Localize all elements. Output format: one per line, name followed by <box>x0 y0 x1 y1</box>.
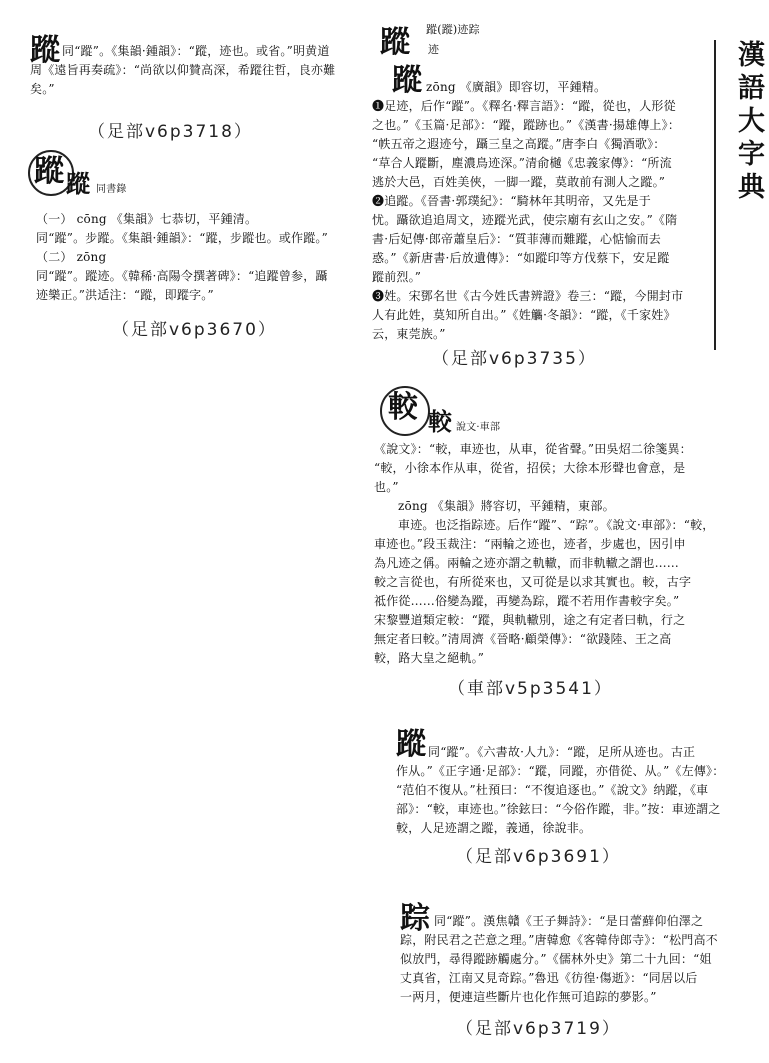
title-rule <box>714 40 716 350</box>
entry3-line: “草合人蹤斷，塵濃鳥迹深。”清俞樾《忠義家傳》：“所流 <box>372 156 672 170</box>
entry5-line: 較，人足迹謂之蹤，義通，徐說非。 <box>396 821 592 835</box>
entry2-line: 迹樂正。”洪适注：“蹤，即蹤字。” <box>36 288 214 302</box>
entry2-headword: 蹤 <box>34 154 64 189</box>
entry4-subheadword: 較 <box>428 407 452 436</box>
entry1-handwritten-note: （足部v6p3718） <box>88 122 253 142</box>
entry3-line: “帙五帝之遐迹兮，躡三皇之高蹤。”唐李白《獨酒歌》： <box>372 137 666 151</box>
entry3-line: 忧。躡欲追追周文，迹蹤光武，使宗廟有玄山之安。”《隋 <box>372 213 678 227</box>
entry3-line: 蹤前烈。” <box>372 270 422 284</box>
entry4-line: 較，路大皇之絕軌。” <box>374 651 485 665</box>
entry1-text-cont <box>30 61 335 99</box>
entry2-line: 同“蹤”。蹤迹。《韓稀·高陽令撰著碑》：“追蹤曾参，躡 <box>36 269 328 283</box>
entry3-line: ❷追蹤。《晉書·郭璞紀》：“騎林年其明帝，又先是于 <box>372 194 651 208</box>
entry6-line: 一两月，便連這些斷片也化作無可追踪的夢影。” <box>400 990 657 1004</box>
entry2-source: 同書錄 <box>96 184 127 195</box>
entry5-line: 部》：“較，車迹也。”徐鉉曰：“今俗作蹤，非。”按：車迹謂之 <box>396 802 721 816</box>
entry4-line: 較之言從也，有所從來也，又可從是以求其實也。較，古字 <box>374 575 692 589</box>
entry6-handwritten-note: （足部v6p3719） <box>456 1019 621 1039</box>
entry3-line: 逃於大邑，百姓美俠，一脚一蹤，莫敢前有測人之蹤。” <box>372 175 666 189</box>
entry4-line: 無定者曰較。”清周濟《晉略·顧榮傳》：“欲踐陸、王之高 <box>374 632 672 646</box>
entry5-line: 同“蹤”。《六書故·人九》：“蹤，足所从迹也。古正 <box>428 745 696 759</box>
entry4-line: 車迹。也泛指踪迹。后作“蹤”、“踪”。《說文·車部》：“較， <box>398 518 715 532</box>
entry2-line: 同“蹤”。步蹤。《集韻·鍾韻》：“蹤，步蹤也。或作蹤。” <box>36 231 328 245</box>
entry5-line: 作从。”《正字通·足部》：“蹤，同蹤，亦借從、从。”《左傳》： <box>396 764 725 778</box>
entry3-headword: 蹤 <box>380 25 410 60</box>
entry5-line: “范伯不復从。”杜預曰：“不復追逐也。”《說文》纳蹤，《車 <box>396 783 709 797</box>
entry3-line: ❶足迹，后作“蹤”。《釋名·釋言語》：“蹤，從也，人形從 <box>372 99 676 113</box>
entry3-line: 書·后妃傳·郎帝蕭皇后》：“質菲薄而難蹤，心惦愉而去 <box>372 232 661 246</box>
entry4-source: 說文·車部 <box>456 422 501 433</box>
entry6-line: 踪，附民君之芒意之理。”唐韓愈《客韓侍郎寺》：“松門高不 <box>400 933 718 947</box>
entry4-line: zōng 《集韻》將容切，平鍾精，東部。 <box>398 499 615 513</box>
entry3-crossref-2: 迹 <box>428 43 440 56</box>
entry5-headword: 蹤 <box>396 727 426 762</box>
entry4-line: 宋黎豐道類定較：“蹤，與軌轍別，途之有定者曰軌，行之 <box>374 613 686 627</box>
entry2-text <box>36 210 328 305</box>
entry6-line: 似放門，尋得蹤跡觸處分。”《儒林外史》第二十九回：“姐 <box>400 952 712 966</box>
book-title: 漢語大字典 <box>733 40 764 205</box>
entry3-line: 云，東莞族。” <box>372 327 446 341</box>
entry6-text-cont <box>400 931 718 1007</box>
entry3-line: 人有此姓，莫知所自出。”《姓觿·冬韻》：“蹤，《千家姓》 <box>372 308 676 322</box>
entry4-line: “較，小徐本作从車，從省，招侯；大徐本形聲也會意，是 <box>374 461 686 475</box>
entry4-text <box>374 440 715 668</box>
entry1-line: 同“蹤”。《集韻·鍾韻》：“蹤，迹也。或省。”明黄道 <box>62 44 330 58</box>
entry3-handwritten-note: （足部v6p3735） <box>432 349 597 369</box>
entry4-line: 為凡迹之偁。兩輪之迹亦謂之軌轍，而非軌轍之謂也…… <box>374 556 680 570</box>
entry2-subheadword: 蹤 <box>66 169 90 198</box>
entry1-text <box>62 42 330 61</box>
entry3-line: zōng 《廣韻》即容切，平鍾精。 <box>426 80 607 94</box>
entry3-subheadword: 蹤 <box>392 63 422 98</box>
entry4-handwritten-note: （車部v5p3541） <box>448 679 613 699</box>
entry2-handwritten-note: （足部v6p3670） <box>112 320 277 340</box>
entry4-line: 祗作從……俗變為蹤，再變為踪，蹤不若用作書較字矣。” <box>374 594 680 608</box>
entry6-text <box>434 912 703 931</box>
entry1-line: 矣。” <box>30 82 55 96</box>
entry4-line: 也。” <box>374 480 399 494</box>
entry5-text <box>428 743 695 762</box>
entry6-line: 丈真省，江南又見奇踪。”魯迅《彷徨·傷逝》：“同居以后 <box>400 971 698 985</box>
entry3-line: 惑。”《新唐書·后放遺傳》：“如蹤印等方伐蔡下，安足蹤 <box>372 251 670 265</box>
entry3-crossref: 蹤(蹤)迹踪 <box>426 23 480 36</box>
entry5-handwritten-note: （足部v6p3691） <box>456 847 621 867</box>
entry1-line: 周《遠旨再奏疏》：“尚欲以仰贊高深，希蹤往哲，良亦難 <box>30 63 336 77</box>
entry2-line: （二） zōng <box>36 250 107 264</box>
entry3-text <box>372 78 683 344</box>
entry5-text-cont <box>396 762 724 838</box>
entry4-line: 《說文》：“較，車迹也，从車，從省聲。”田吳炤二徐箋異： <box>374 442 692 456</box>
entry6-line: 同“蹤”。漢焦贛《王子舞詩》：“是日蕾蘚仰伯澤之 <box>434 914 704 928</box>
entry2-line: （一） cōng 《集韻》七恭切，平鍾清。 <box>36 212 258 226</box>
entry1-headword: 蹤 <box>30 33 60 68</box>
entry3-line: ❸姓。宋鄧名世《古今姓氏書辨證》卷三：“蹤，今開封市 <box>372 289 684 303</box>
entry3-line: 之也。”《玉篇·足部》：“蹤，蹤跡也。”《漢書·揚雄傳上》： <box>372 118 681 132</box>
entry6-headword: 踪 <box>400 901 430 936</box>
entry4-line: 車迹也。”段玉裁注：“兩輪之迹也，迹者，步處也，因引申 <box>374 537 686 551</box>
entry4-headword: 較 <box>388 390 418 425</box>
